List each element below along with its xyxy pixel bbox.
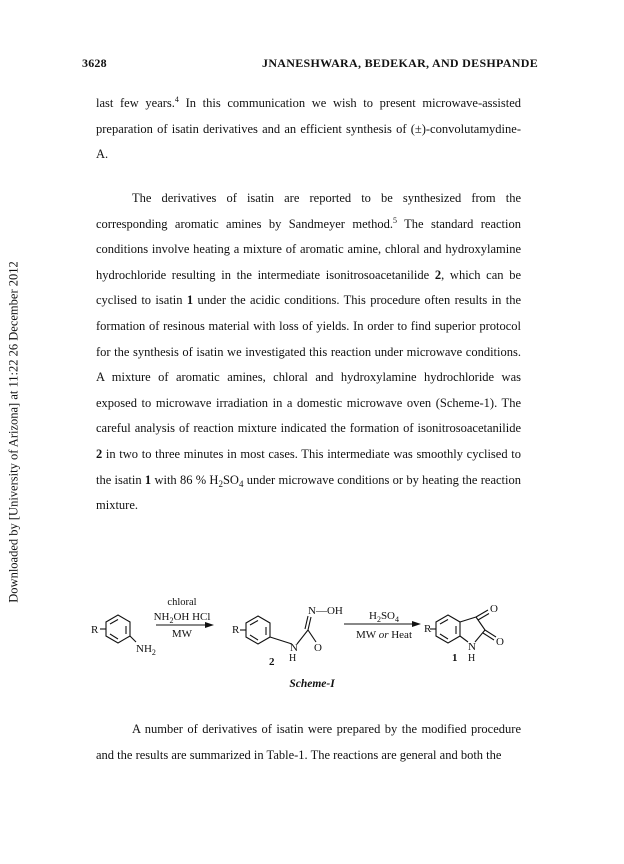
compound-number: 2 xyxy=(434,267,442,282)
compound-number: 1 xyxy=(144,472,152,487)
isatin-oxygen: O xyxy=(496,636,504,648)
paragraph-text: last few years. xyxy=(96,96,175,110)
reagent-microwave: MW xyxy=(171,628,193,640)
page-number: 3628 xyxy=(82,56,107,70)
paragraph-text: in two to three minutes in most cases. This intermediate was smoothly cyclised to the isatin xyxy=(96,446,521,487)
paragraph-text: with 86 % H xyxy=(151,472,219,487)
substituent-r: R xyxy=(91,624,99,636)
amide-nitrogen: N xyxy=(290,642,298,654)
compound-number: 2 xyxy=(96,446,103,461)
reagent-sulfuric-acid: $H_2SO_4$ xyxy=(368,610,400,624)
oxime-group: N—OH xyxy=(308,605,343,617)
reference-mark: 4 xyxy=(174,95,179,104)
formula-subscript: 2 xyxy=(218,478,223,489)
amine-group: $NH_2$ xyxy=(136,643,156,657)
substituent-r: R xyxy=(424,623,432,635)
reference-mark: 5 xyxy=(392,215,397,225)
reaction-scheme xyxy=(90,588,530,680)
isatin-hydrogen: H xyxy=(468,653,476,664)
reagent-chloral: chloral xyxy=(167,597,197,608)
scheme-caption: Scheme-I xyxy=(289,678,335,690)
amide-hydrogen: H xyxy=(289,653,297,664)
isatin-oxygen: O xyxy=(490,603,498,615)
isatin-1-structure xyxy=(430,610,496,643)
formula-subscript: 4 xyxy=(238,478,244,489)
paragraph-text: under the acidic conditions. This procedure often results in the formation of resinous material with loss of yields. In order to find superior protocol for the synthesis of isatin we investigated this reaction under microwave conditions. A mixture of aromatic amines, chloral and hydroxylamine hydrochloride was exposed to microwave irradiation in a domestic microwave oven (Scheme-1). The careful analysis of reaction mixture indicated the formation of isonitrosoacetanilide xyxy=(96,293,521,436)
substituent-r: R xyxy=(232,624,240,636)
compound-number: 1 xyxy=(186,293,194,308)
paragraph-intro-end xyxy=(96,91,521,168)
isatin-nitrogen: N xyxy=(468,641,476,653)
paragraph-text: In this communication we wish to present microwave-assisted preparation of isatin derivatives and an efficient synthesis of (±)-convolutamydine-A. xyxy=(96,96,521,162)
paragraph-derivatives: A number of derivatives of isatin were prepared by the modified procedure and the results are summarized in Table-1. The reactions are general and both the xyxy=(96,722,521,762)
download-watermark-text: Downloaded by [University of Arizona] at 11:22 26 December 2012 xyxy=(6,261,21,603)
paragraph-text: under microwave conditions or by heating the reaction mixture. xyxy=(96,472,521,513)
paragraph-text: SO xyxy=(222,472,239,487)
intermediate-2-structure xyxy=(240,616,316,644)
aniline-structure xyxy=(100,615,136,643)
paragraph-isatin-synthesis xyxy=(96,186,521,519)
paragraph-text: The standard reaction conditions involve heating a mixture of aromatic amine, chloral and hydroxylamine hydrochloride resulting in the intermediate isonitrosoacetanilide xyxy=(96,216,521,282)
reagent-hydroxylamine: $NH_2OH$ HCl xyxy=(153,611,211,625)
amide-oxygen: O xyxy=(314,642,322,654)
compound-label-1: 1 xyxy=(452,652,458,664)
compound-label-2: 2 xyxy=(269,656,275,668)
running-head: JNANESHWARA, BEDEKAR, AND DESHPANDE xyxy=(262,56,538,70)
paragraph-text: The derivatives of isatin are reported to be synthesized from the corresponding aromatic amines by Sandmeyer method. xyxy=(96,191,521,231)
reagent-conditions: MW or Heat xyxy=(355,629,413,641)
paragraph-text: , which can be cyclised to isatin xyxy=(96,267,521,308)
